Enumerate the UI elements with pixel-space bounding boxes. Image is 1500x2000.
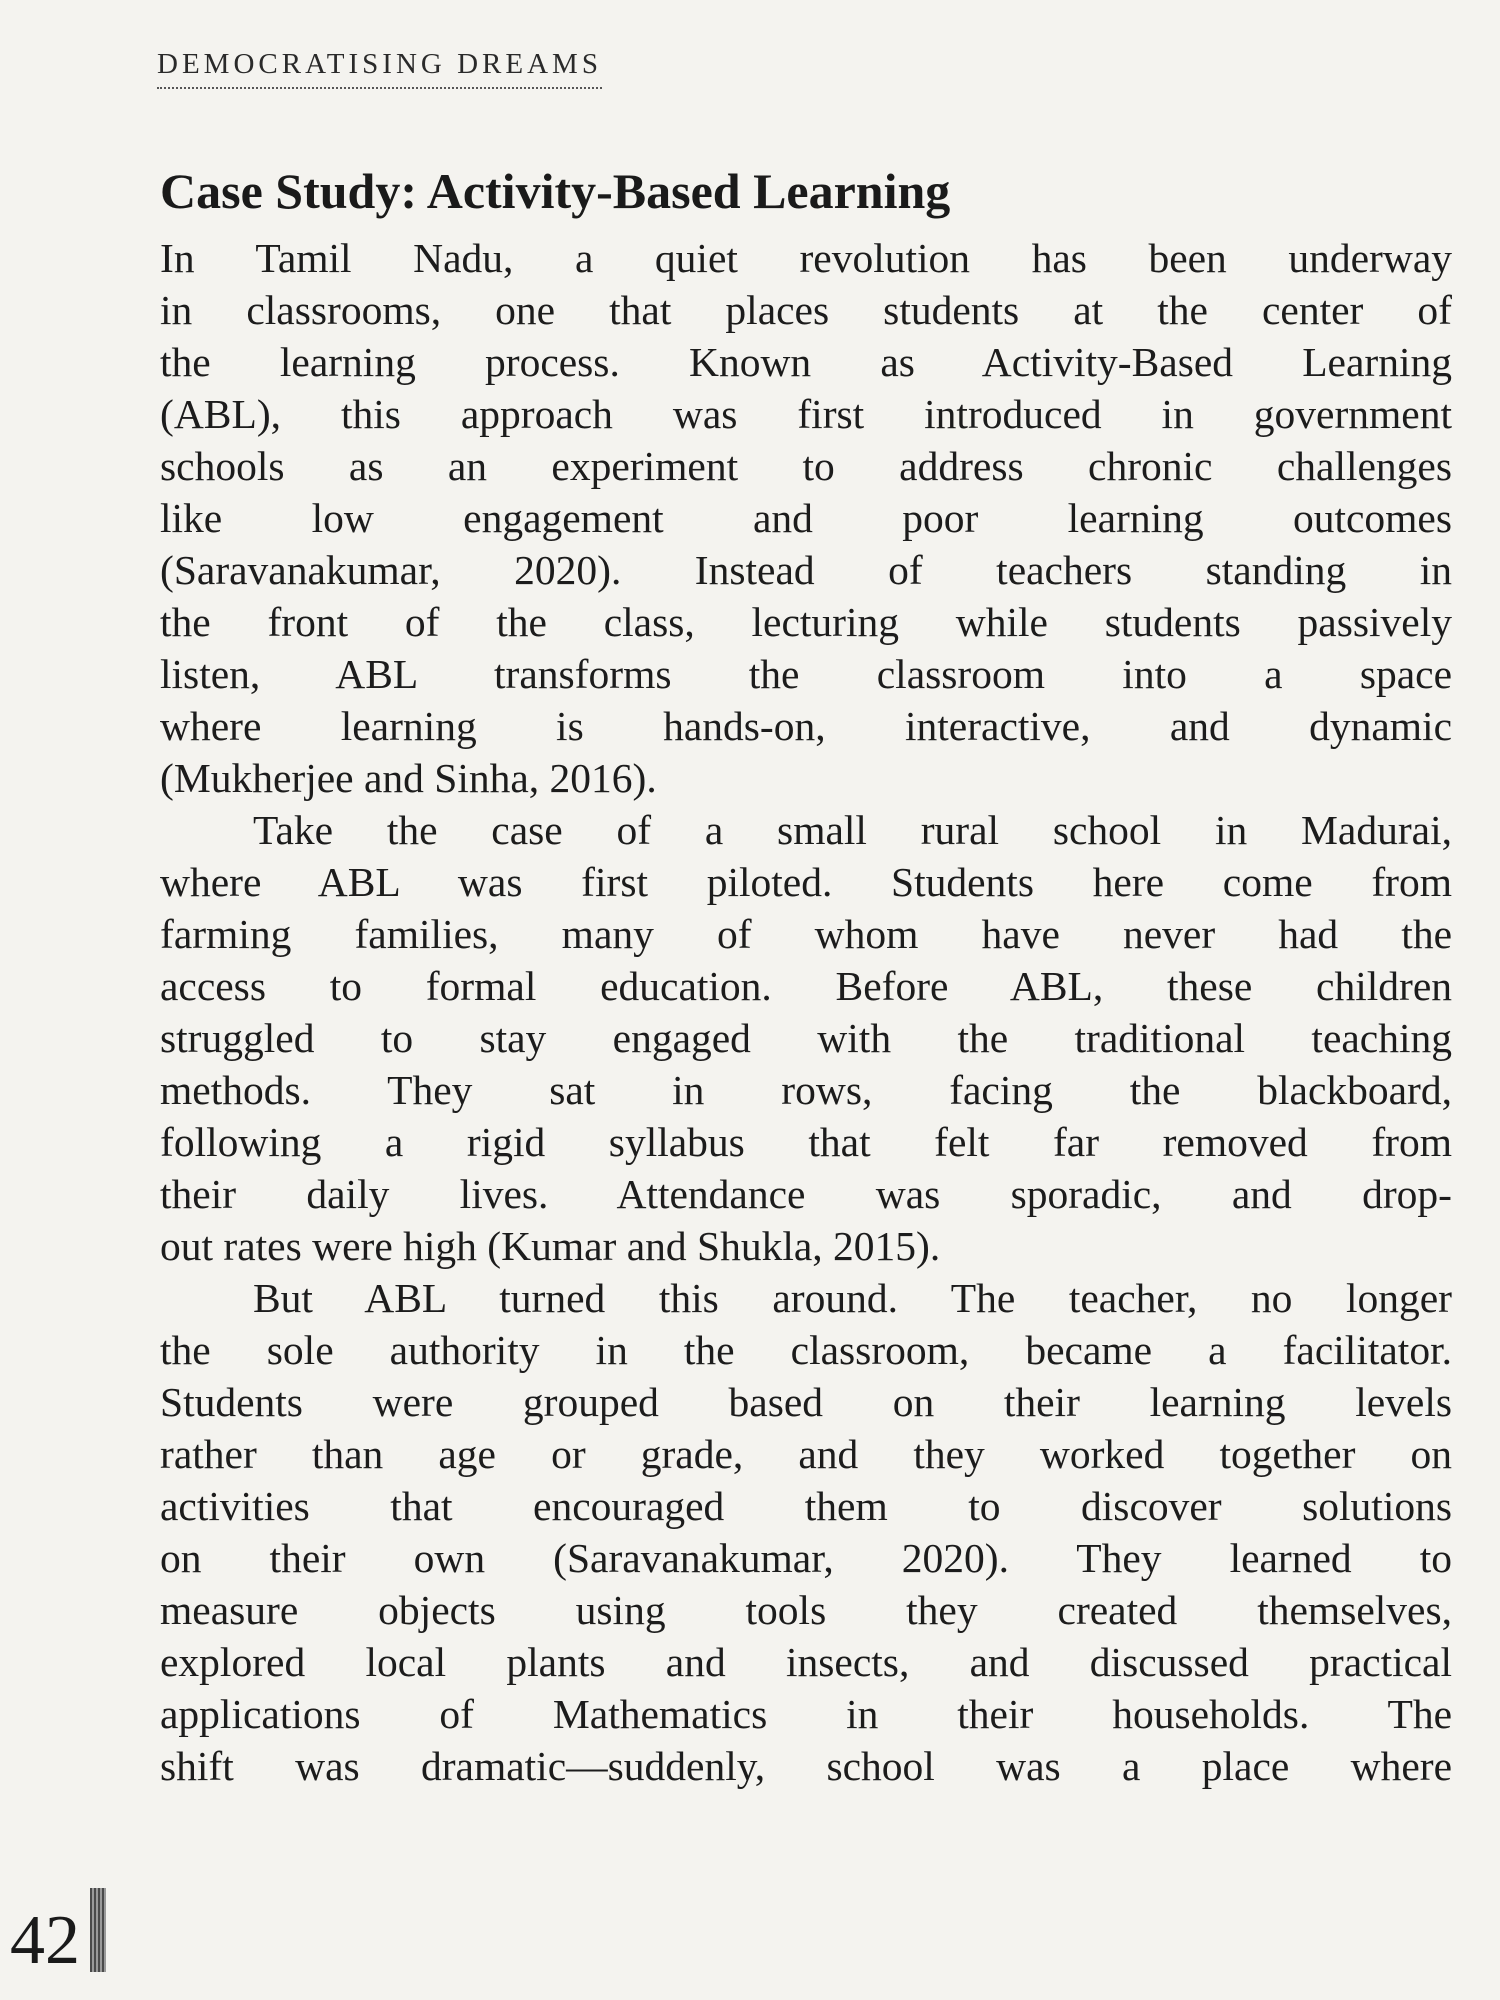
paragraph-2-line: methods. They sat in rows, facing the blackboard, — [160, 1067, 1452, 1113]
paragraph-1-line: (ABL), this approach was first introduced in government — [160, 391, 1452, 437]
section-heading: Case Study: Activity-Based Learning — [160, 163, 951, 219]
paragraph-1-line: (Saravanakumar, 2020). Instead of teachers standing in — [160, 547, 1452, 593]
paragraph-3-line: applications of Mathematics in their households. The — [160, 1691, 1452, 1737]
paragraph-1-line: schools as an experiment to address chronic challenges — [160, 443, 1452, 489]
body-text — [160, 232, 1452, 1792]
folio-bar-decoration — [90, 1888, 106, 1972]
paragraph-3-line: on their own (Saravanakumar, 2020). They learned to — [160, 1535, 1452, 1581]
paragraph-2-line: Take the case of a small rural school in Madurai, — [253, 807, 1452, 853]
paragraph-1-line: the front of the class, lecturing while students passively — [160, 599, 1452, 645]
paragraph-1-line: like low engagement and poor learning outcomes — [160, 495, 1452, 541]
paragraph-1-line: (Mukherjee and Sinha, 2016). — [160, 755, 657, 801]
paragraph-3-line: Students were grouped based on their learning levels — [160, 1379, 1452, 1425]
paragraph-3-line: But ABL turned this around. The teacher, no longer — [253, 1275, 1452, 1321]
running-head: DEMOCRATISING DREAMS — [157, 48, 602, 89]
paragraph-3-line: activities that encouraged them to discover solutions — [160, 1483, 1452, 1529]
paragraph-2-line: struggled to stay engaged with the traditional teaching — [160, 1015, 1452, 1061]
paragraph-1-line: In Tamil Nadu, a quiet revolution has been underway — [160, 235, 1452, 281]
paragraph-2-line: their daily lives. Attendance was sporadic, and drop- — [160, 1171, 1452, 1217]
paragraph-2-line: farming families, many of whom have never had the — [160, 911, 1452, 957]
paragraph-2-line: following a rigid syllabus that felt far removed from — [160, 1119, 1452, 1165]
paragraph-1-line: where learning is hands-on, interactive, and dynamic — [160, 703, 1452, 749]
paragraph-2-line: access to formal education. Before ABL, these children — [160, 963, 1452, 1009]
paragraph-3-line: measure objects using tools they created themselves, — [160, 1587, 1452, 1633]
paragraph-2-line: where ABL was first piloted. Students here come from — [160, 859, 1452, 905]
page-folio — [10, 1888, 106, 1979]
paragraph-3-line: explored local plants and insects, and discussed practical — [160, 1639, 1452, 1685]
paragraph-3-line: the sole authority in the classroom, became a facilitator. — [160, 1327, 1452, 1373]
paragraph-1-line: the learning process. Known as Activity-Based Learning — [160, 339, 1452, 385]
paragraph-3-line: rather than age or grade, and they worked together on — [160, 1431, 1452, 1477]
paragraph-3-line: shift was dramatic—suddenly, school was a place where — [160, 1743, 1452, 1789]
page-number: 42 — [10, 1902, 80, 1979]
paragraph-1-line: listen, ABL transforms the classroom into a space — [160, 651, 1452, 697]
paragraph-1-line: in classrooms, one that places students at the center of — [160, 287, 1452, 333]
paragraph-2-line: out rates were high (Kumar and Shukla, 2015). — [160, 1223, 941, 1269]
